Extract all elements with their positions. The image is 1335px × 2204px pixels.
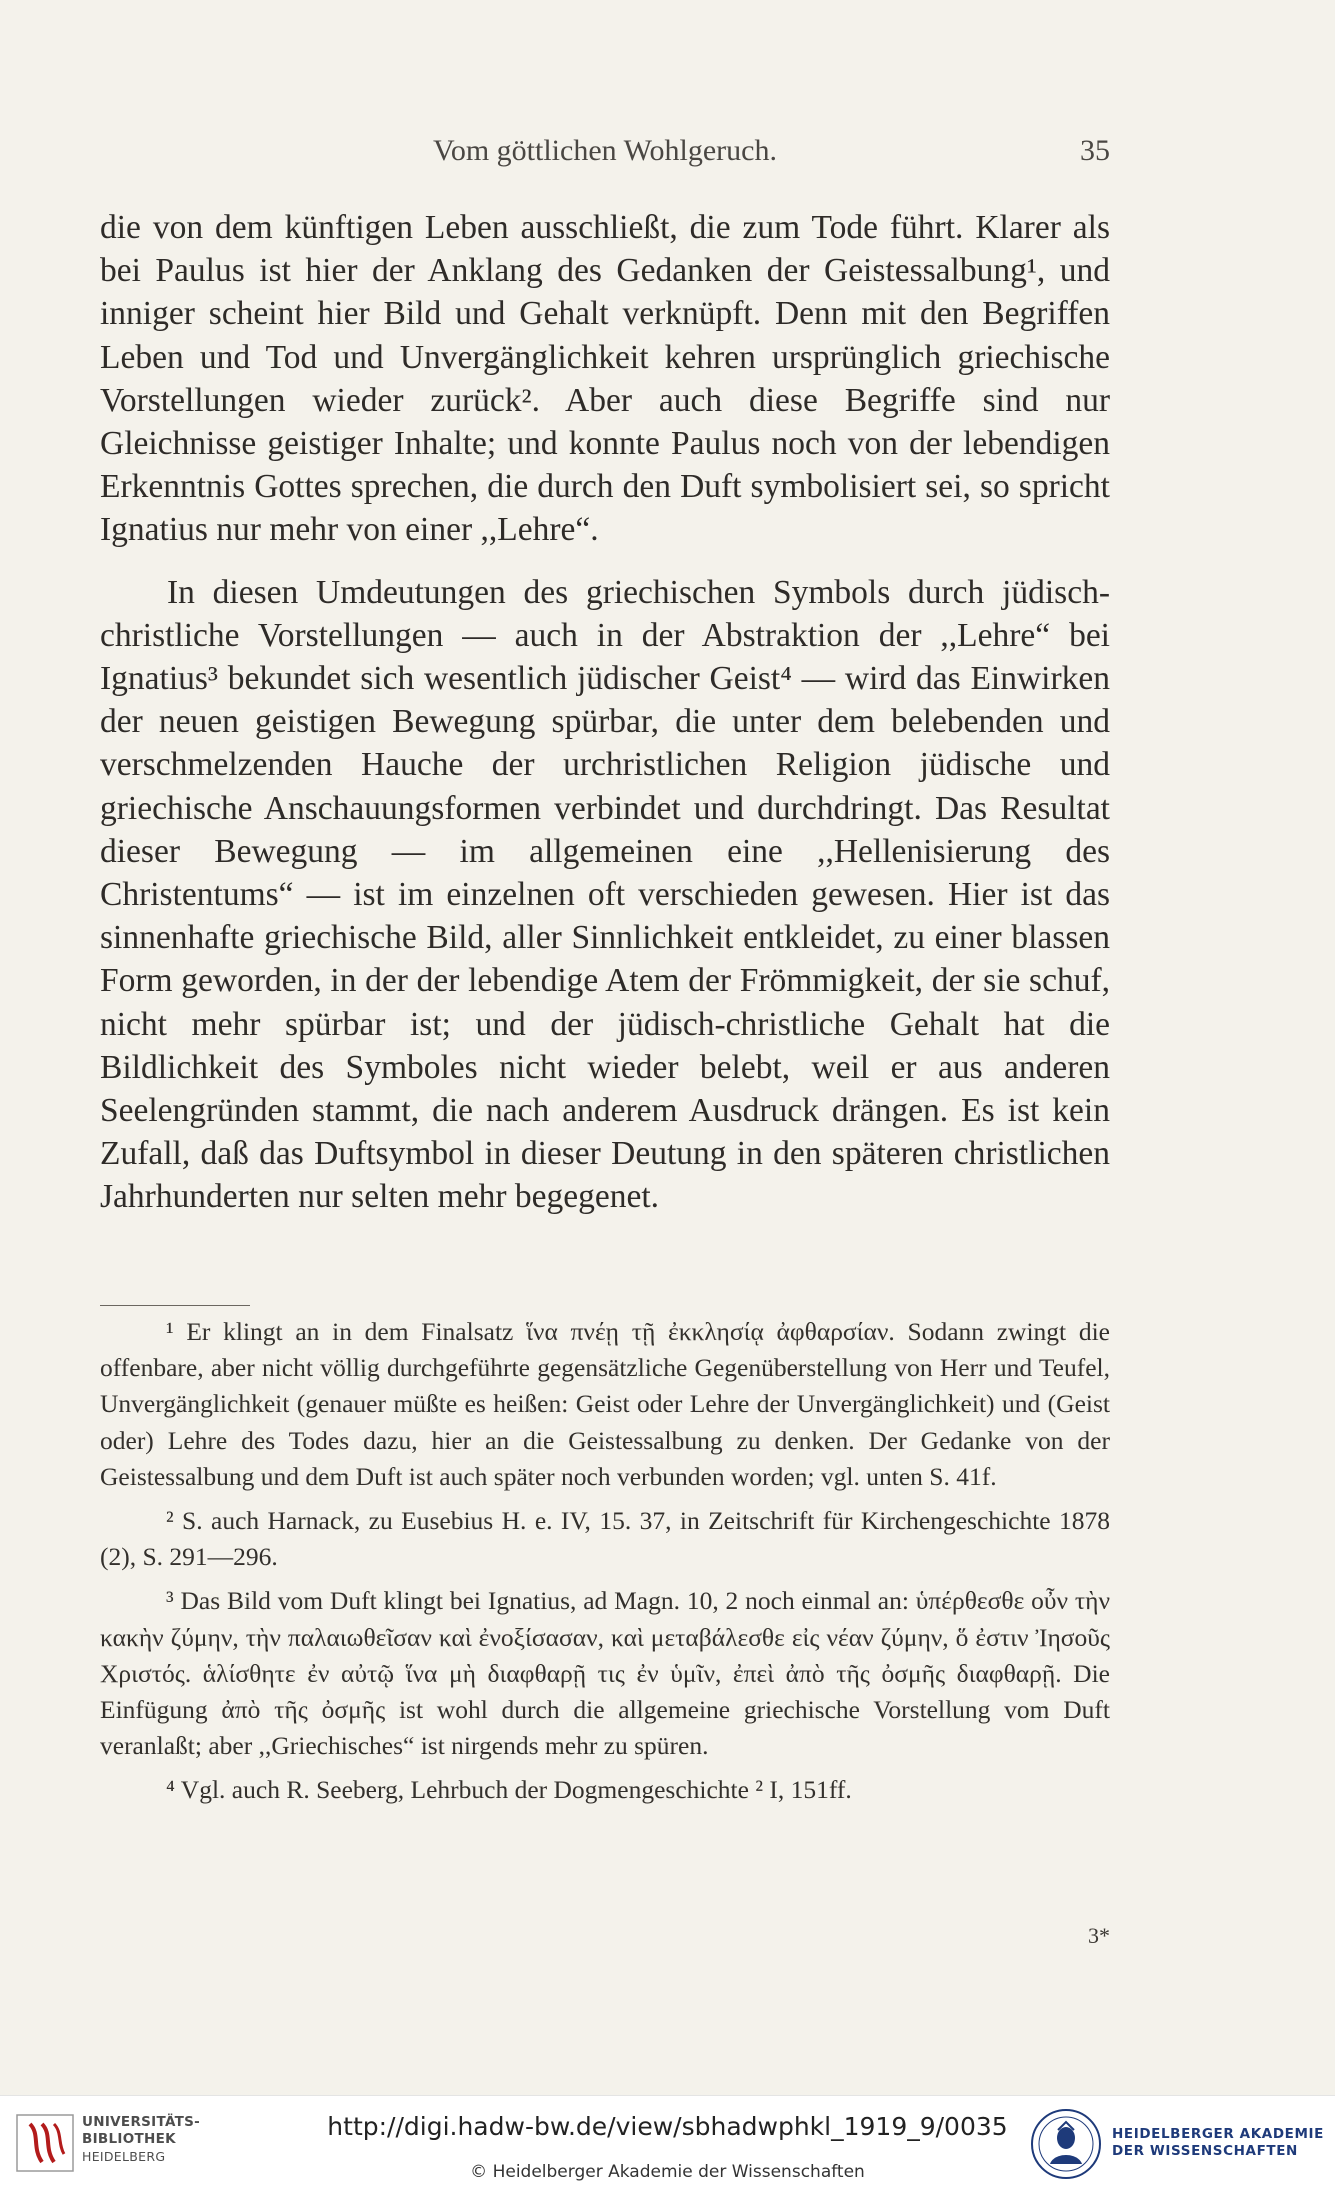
running-title: Vom göttlichen Wohlgeruch. bbox=[433, 134, 777, 167]
ub-line-1: UNIVERSITÄTS- bbox=[82, 2114, 201, 2130]
paragraph-2: In diesen Umdeutungen des griechischen Symbols durch jüdisch-christliche Vorstellungen — auch in der Abstraktion der ,,Lehre“ bei Ignatius³ bekundet sich wesentlich jüdischer Geist⁴ — wird das Einwirken der neuen geistigen Bewegung spürbar, die unter dem belebenden und verschmelzenden Hauche der urchristlichen Religion jüdische und griechische Anschauungsformen verbindet und durchdringt. Das Resultat dieser Bewegung — im allgemeinen eine ,,Hellenisierung des Christentums“ — ist im einzelnen oft verschieden gewesen. Hier ist das sinnenhafte griechische Bild, aller Sinnlichkeit entkleidet, zu einer blassen Form geworden, in der der lebendige Atem der Frömmigkeit, der sie schuf, nicht mehr spürbar ist; und der jüdisch-christliche Gehalt hat die Bildlichkeit des Symboles nicht wieder belebt, weil er aus anderen Seelengründen stammt, die nach anderem Ausdruck drängen. Es ist kein Zufall, daß das Duftsymbol in dieser Deutung in den späteren christlichen Jahrhunderten nur selten mehr begegenet. bbox=[100, 573, 1110, 1216]
ub-line-3: HEIDELBERG bbox=[82, 2149, 166, 2164]
footnote-1: ¹ Er klingt an in dem Finalsatz ἵνα πνέῃ τῇ ἐκκλησίᾳ ἀφθαρσίαν. Sodann zwingt die offenbare, aber nicht völlig durchgeführte gegensätzliche Gegenüberstellung von Herr und Teufel, Unvergänglichkeit (genauer müßte es heißen: Geist oder Lehre der Unvergänglichkeit) und (Geist oder) Lehre des Todes dazu, hier an die Geistessalbung zu denken. Der Gedanke von der Geistessalbung und dem Duft ist auch später noch verbunden worden; vgl. unten S. 41f. bbox=[100, 1317, 1110, 1491]
permalink-url[interactable]: http://digi.hadw-bw.de/view/sbhadwphkl_1919_9/0035 bbox=[327, 2112, 1008, 2141]
main-text bbox=[100, 206, 1110, 1219]
page-number: 35 bbox=[1080, 134, 1110, 167]
ub-line-2: BIBLIOTHEK bbox=[82, 2131, 176, 2147]
copyright-notice: © Heidelberger Akademie der Wissenschaften bbox=[470, 2162, 865, 2182]
footnotes bbox=[100, 1314, 1110, 1809]
viewer-footer bbox=[0, 2095, 1335, 2204]
paragraph-1: die von dem künftigen Leben ausschließt, die zum Tode führt. Klarer als bei Paulus ist hier der Anklang des Gedanken der Geistessalbung¹, und inniger scheint hier Bild und Gehalt verknüpft. Denn mit den Begriffen Leben und Tod und Unvergänglichkeit kehren ursprünglich griechische Vorstellungen wieder zurück². Aber auch diese Begriffe sind nur Gleichnisse geistiger Inhalte; und konnte Paulus noch von der lebendigen Erkenntnis Gottes sprechen, die durch den Duft symbolisiert sei, so spricht Ignatius nur mehr von einer ,,Lehre“. bbox=[100, 209, 1110, 549]
signature-mark: 3* bbox=[1088, 1923, 1110, 1948]
footnote-2: ² S. auch Harnack, zu Eusebius H. e. IV, 15. 37, in Zeitschrift für Kirchengeschichte 1878 (2), S. 291—296. bbox=[100, 1506, 1110, 1572]
footnote-3: ³ Das Bild vom Duft klingt bei Ignatius, ad Magn. 10, 2 noch einmal an: ὑπέρθεσθε οὖν τὴν κακὴν ζύμην, τὴν παλαιωθεῖσαν καὶ ἐνοξίσασαν, καὶ μεταβάλεσθε εἰς νέαν ζύμην, ὅ ἐστιν Ἰησοῦς Χριστός. ἁλίσθητε ἐν αὐτῷ ἵνα μὴ διαφθαρῇ τις ἐν ὑμῖν, ἐπεὶ ἀπὸ τῆς ὀσμῆς διαφθαρῇ. Die Einfügung ἀπὸ τῆς ὀσμῆς ist wohl durch die allgemeine griechische Vorstellung vom Duft veranlaßt; aber ,,Griechisches“ ist nirgends mehr zu spüren. bbox=[100, 1586, 1110, 1761]
academy-line-2: DER WISSENSCHAFTEN bbox=[1112, 2143, 1298, 2159]
academy-line-1: HEIDELBERGER AKADEMIE bbox=[1112, 2126, 1324, 2142]
academy-seal-icon bbox=[1030, 2108, 1102, 2180]
academy-label bbox=[1112, 2126, 1324, 2160]
footnote-4: ⁴ Vgl. auch R. Seeberg, Lehrbuch der Dogmengeschichte ² I, 151ff. bbox=[166, 1775, 852, 1805]
footnote-rule bbox=[100, 1305, 250, 1306]
